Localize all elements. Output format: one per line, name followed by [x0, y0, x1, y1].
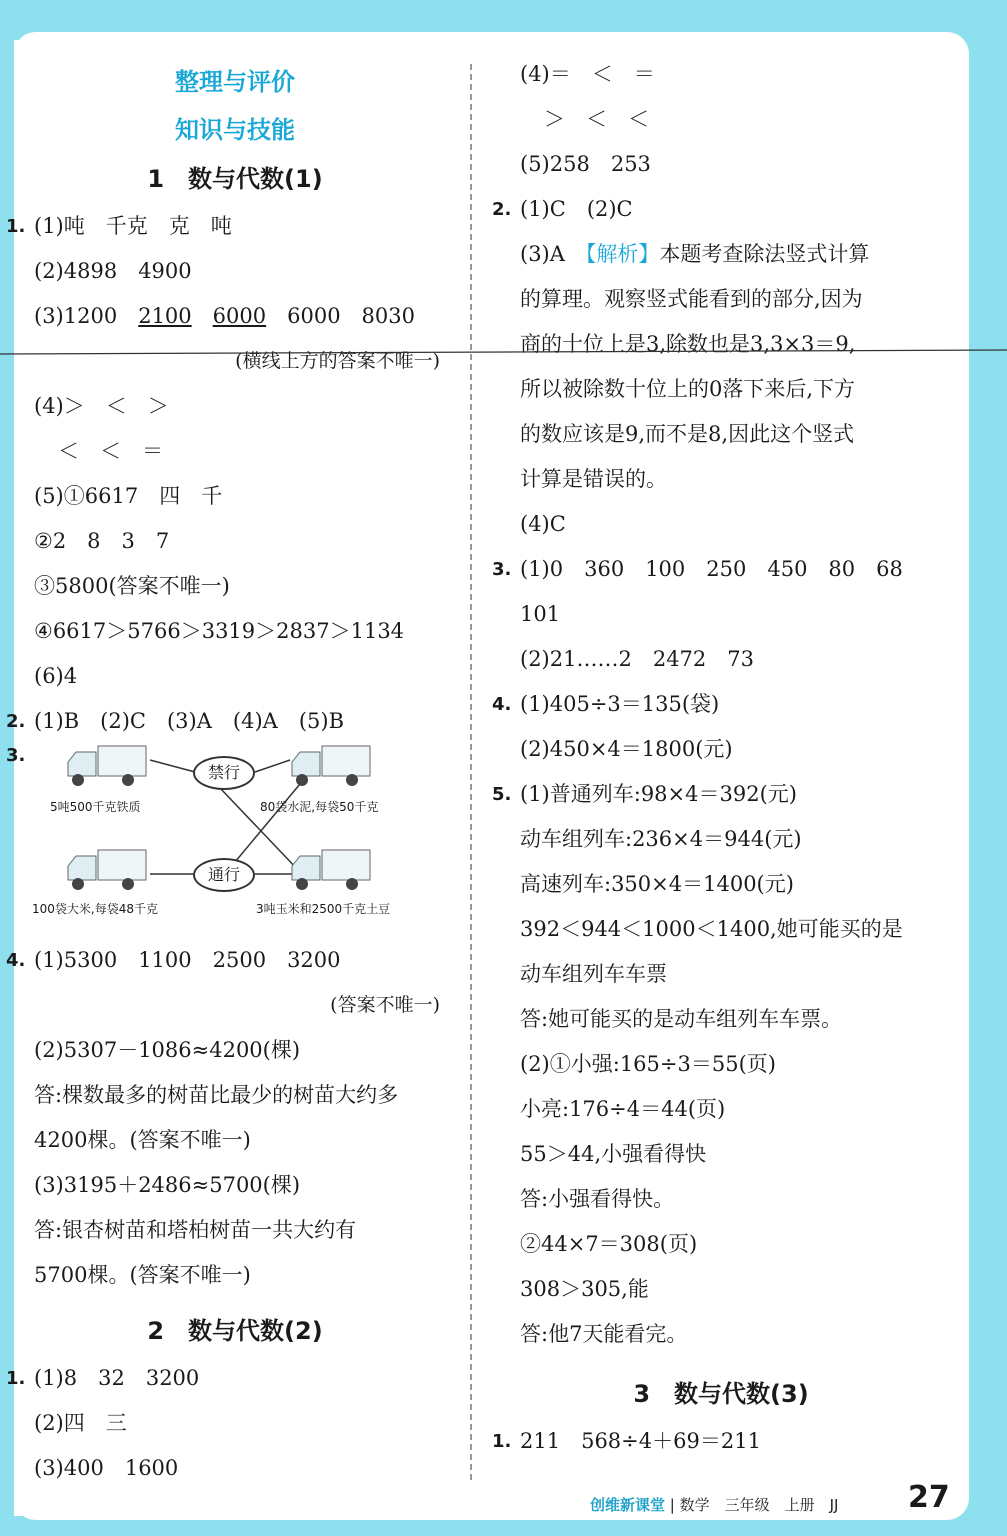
answer-note: (答案不唯一)	[330, 994, 440, 1016]
answer-line: 答:小强看得快。	[520, 1187, 675, 1211]
section-2-heading: 2 数与代数(2)	[147, 1317, 323, 1345]
answer-line: 4. (1)5300 1100 2500 3200	[6, 948, 341, 972]
answer-line: 3. (1)0 360 100 250 450 80 68	[492, 557, 903, 581]
answer-line: 答:他7天能看完。	[520, 1322, 688, 1346]
answer-line: 答:银杏树苗和塔柏树苗一共大约有	[34, 1218, 357, 1242]
answer-line: 2. (1)B (2)C (3)A (4)A (5)B	[6, 709, 344, 733]
answer-line: 392＜944＜1000＜1400,她可能买的是	[520, 917, 903, 941]
answer-line: 的数应该是9,而不是8,因此这个竖式	[520, 422, 855, 446]
answer-line: (2)21……2 2472 73	[520, 647, 754, 671]
left-column	[6, 58, 460, 1491]
brand-name: 创维新课堂	[590, 1496, 666, 1514]
truck-matching-figure: 3. 5吨500千克铁质 80袋水泥,每袋50千克 禁行 100袋大米,每袋48千克 3吨玉米和2500千克土豆 通行	[10, 744, 460, 938]
scan-artifact-line	[0, 348, 1007, 360]
section-1-heading: 1 数与代数(1)	[147, 165, 323, 193]
answer-line: (3)400 1600	[34, 1456, 179, 1480]
truck-1-label: 5吨500千克铁质	[50, 800, 141, 814]
answer-line: ＜ ＜ ＝	[58, 439, 163, 463]
oval-allowed: 通行	[193, 858, 255, 892]
answer-line: (2)四 三	[34, 1411, 127, 1435]
answer-line: 的算理。观察竖式能看到的部分,因为	[520, 287, 863, 311]
answer-line: (2)450×4＝1800(元)	[520, 737, 733, 761]
truck-icon	[286, 744, 374, 790]
answer-line: (2)①小强:165÷3＝55(页)	[520, 1052, 776, 1076]
answer-line: (2)4898 4900	[34, 259, 192, 283]
answer-line: 5. (1)普通列车:98×4＝392(元)	[492, 782, 797, 806]
answer-line: 答:棵数最多的树苗比最少的树苗大约多	[34, 1083, 399, 1107]
answer-line: 308＞305,能	[520, 1277, 649, 1301]
answer-line: (5)258 253	[520, 152, 651, 176]
answer-line: (3)A 【解析】本题考查除法竖式计算	[520, 242, 870, 266]
analysis-tag: 【解析】	[585, 242, 660, 266]
answer-line: 商的十位上是3,除数也是3,3×3＝9,	[520, 332, 856, 356]
answer-line: (3)3195＋2486≈5700(棵)	[34, 1173, 301, 1197]
answer-line: ④6617＞5766＞3319＞2837＞1134	[34, 619, 405, 643]
answer-line: 4200棵。(答案不唯一)	[34, 1128, 251, 1152]
answer-line: 2. (1)C (2)C	[492, 197, 633, 221]
answer-line: 小亮:176÷4＝44(页)	[520, 1097, 726, 1121]
answer-line: (5)①6617 四 千	[34, 484, 223, 508]
answer-line: 1. 211 568÷4＋69＝211	[492, 1429, 761, 1453]
answer-line: (4)＞ ＜ ＞	[34, 394, 169, 418]
section-3-heading: 3 数与代数(3)	[633, 1380, 809, 1408]
truck-4-label: 3吨玉米和2500千克土豆	[256, 902, 391, 916]
answer-line: 动车组列车车票	[520, 962, 667, 986]
answer-line: ③5800(答案不唯一)	[34, 574, 230, 598]
answer-line: 55＞44,小强看得快	[520, 1142, 707, 1166]
answer-line: (3)1200 2100 6000 6000 8030	[34, 304, 415, 328]
oval-prohibited: 禁行	[193, 756, 255, 790]
answer-line: (4)C	[520, 512, 566, 536]
answer-line: 答:她可能买的是动车组列车车票。	[520, 1007, 843, 1031]
truck-3-label: 100袋大米,每袋48千克	[32, 902, 158, 916]
page-number: 27	[908, 1480, 950, 1515]
answer-line: 高速列车:350×4＝1400(元)	[520, 872, 794, 896]
answer-line: ②44×7＝308(页)	[520, 1232, 698, 1256]
answer-line: 所以被除数十位上的0落下来后,下方	[520, 377, 856, 401]
page-footer: 创维新课堂 | 数学 三年级 上册 JJ	[590, 1496, 839, 1514]
answer-line: 1. (1)8 32 3200	[6, 1366, 200, 1390]
answer-line: (2)5307－1086≈4200(棵)	[34, 1038, 301, 1062]
answer-line: ②2 8 3 7	[34, 529, 170, 553]
answer-line: ＞ ＜ ＜	[544, 107, 649, 131]
answer-note: (横线上方的答案不唯一)	[235, 350, 440, 372]
column-divider	[470, 64, 472, 1480]
heading-review: 整理与评价	[175, 68, 295, 96]
answer-line: 101	[520, 602, 561, 626]
answer-line: 4. (1)405÷3＝135(袋)	[492, 692, 720, 716]
heading-knowledge: 知识与技能	[175, 116, 295, 144]
truck-icon	[286, 848, 374, 894]
book-info: 数学 三年级 上册 JJ	[679, 1496, 839, 1514]
truck-icon	[62, 848, 150, 894]
truck-2-label: 80袋水泥,每袋50千克	[260, 800, 379, 814]
answer-line: 5700棵。(答案不唯一)	[34, 1263, 251, 1287]
answer-line: 1. (1)吨 千克 克 吨	[6, 214, 232, 238]
answer-line: 计算是错误的。	[520, 467, 667, 491]
right-column	[492, 52, 946, 1464]
answer-line: 动车组列车:236×4＝944(元)	[520, 827, 802, 851]
answer-line: (4)＝ ＜ ＝	[520, 62, 655, 86]
truck-icon	[62, 744, 150, 790]
answer-line: (6)4	[34, 664, 78, 688]
